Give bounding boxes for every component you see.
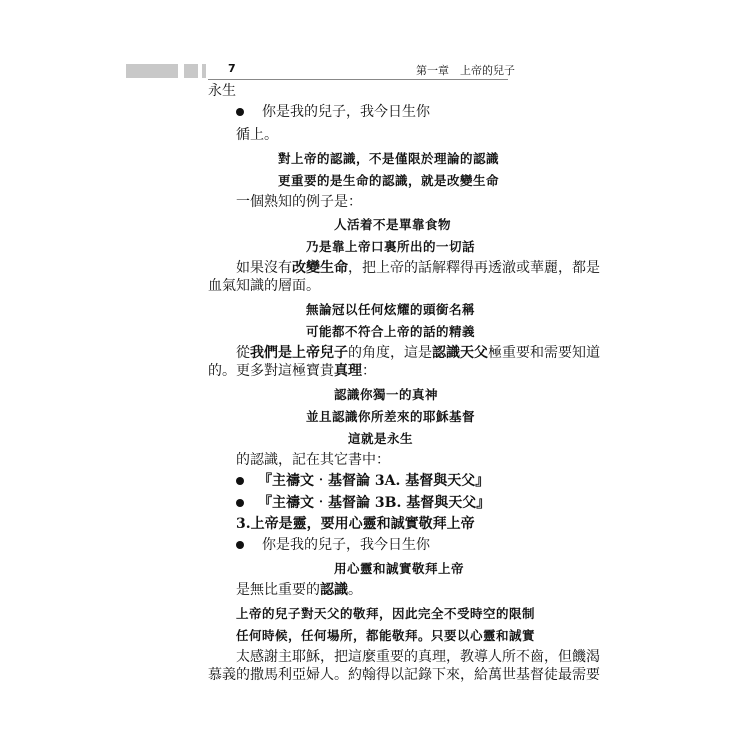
paragraph-line: 太感謝主耶穌，把這麼重要的真理，教導人所不齒，但饑渴 (236, 649, 600, 665)
text-run: ，把上帝的話解釋得再透澈或華麗，都是 (348, 260, 600, 276)
section-heading: 3.上帝是靈，要用心靈和誠實敬拜上帝 (236, 516, 475, 532)
bold-term: 認識天父 (432, 345, 488, 361)
emphasis-quote: 這就是永生 (348, 431, 414, 446)
emphasis-quote: 乃是靠上帝口裏所出的一切話 (306, 239, 476, 254)
text-run: 是無比重要的 (236, 582, 320, 598)
text-run: ： (362, 363, 376, 379)
book-reference: 『主禱文‧基督論 3B. 基督與天父』 (258, 495, 491, 511)
emphasis-quote: 任何時候，任何場所，都能敬拜。只要以心靈和誠實 (236, 628, 536, 643)
header-rule (208, 79, 508, 80)
header-decor-bar (202, 64, 206, 78)
bullet-icon (236, 499, 244, 507)
header-decor-bar (126, 64, 178, 78)
paragraph-line: 慕義的撒馬利亞婦人。約翰得以記錄下來，給萬世基督徒最需要 (208, 667, 600, 683)
paragraph-line (236, 344, 600, 362)
text-line: 循上。 (236, 127, 278, 143)
bullet-item: 你是我的兒子，我今日生你 (262, 104, 430, 120)
text-run: 極重要和需要知道 (488, 345, 600, 361)
emphasis-quote: 用心靈和誠實敬拜上帝 (334, 561, 465, 576)
emphasis-quote: 更重要的是生命的認識，就是改變生命 (278, 173, 500, 188)
bold-term: 改變生命 (292, 260, 348, 276)
bullet-icon (236, 477, 244, 485)
text-line: 一個熟知的例子是： (236, 194, 362, 210)
text-run: 從 (236, 345, 250, 361)
emphasis-quote: 並且認識你所差來的耶穌基督 (306, 409, 476, 424)
text-run: 的。更多對這極寶貴 (208, 363, 334, 379)
paragraph-line (236, 581, 362, 599)
page-number: 7 (228, 62, 236, 75)
paragraph-line (208, 362, 376, 380)
bold-term: 真理 (334, 363, 362, 379)
bullet-item: 你是我的兒子，我今日生你 (262, 537, 430, 553)
emphasis-quote: 可能都不符合上帝的話的精義 (306, 324, 476, 339)
emphasis-quote: 上帝的兒子對天父的敬拜，因此完全不受時空的限制 (236, 606, 536, 621)
paragraph-line (236, 259, 600, 277)
emphasis-quote: 認識你獨一的真神 (334, 387, 439, 402)
text-line: 永生 (208, 83, 236, 99)
bold-term: 我們是上帝兒子 (250, 345, 348, 361)
chapter-title: 第一章 上帝的兒子 (416, 64, 515, 77)
book-reference: 『主禱文‧基督論 3A. 基督與天父』 (258, 473, 490, 489)
paragraph-line: 血氣知識的層面。 (208, 278, 320, 294)
bullet-icon (236, 108, 244, 116)
text-line: 的認識，記在其它書中： (236, 452, 390, 468)
text-run: 的角度，這是 (348, 345, 432, 361)
text-run: 如果沒有 (236, 260, 292, 276)
emphasis-quote: 人活着不是單靠食物 (334, 217, 452, 232)
emphasis-quote: 無論冠以任何炫耀的頭銜名稱 (306, 302, 476, 317)
bold-term: 認識 (320, 582, 348, 598)
running-header (0, 58, 750, 80)
header-decor-bar (184, 64, 198, 78)
text-run: 。 (348, 582, 362, 598)
emphasis-quote: 對上帝的認識，不是僅限於理論的認識 (278, 151, 500, 166)
bullet-icon (236, 541, 244, 549)
